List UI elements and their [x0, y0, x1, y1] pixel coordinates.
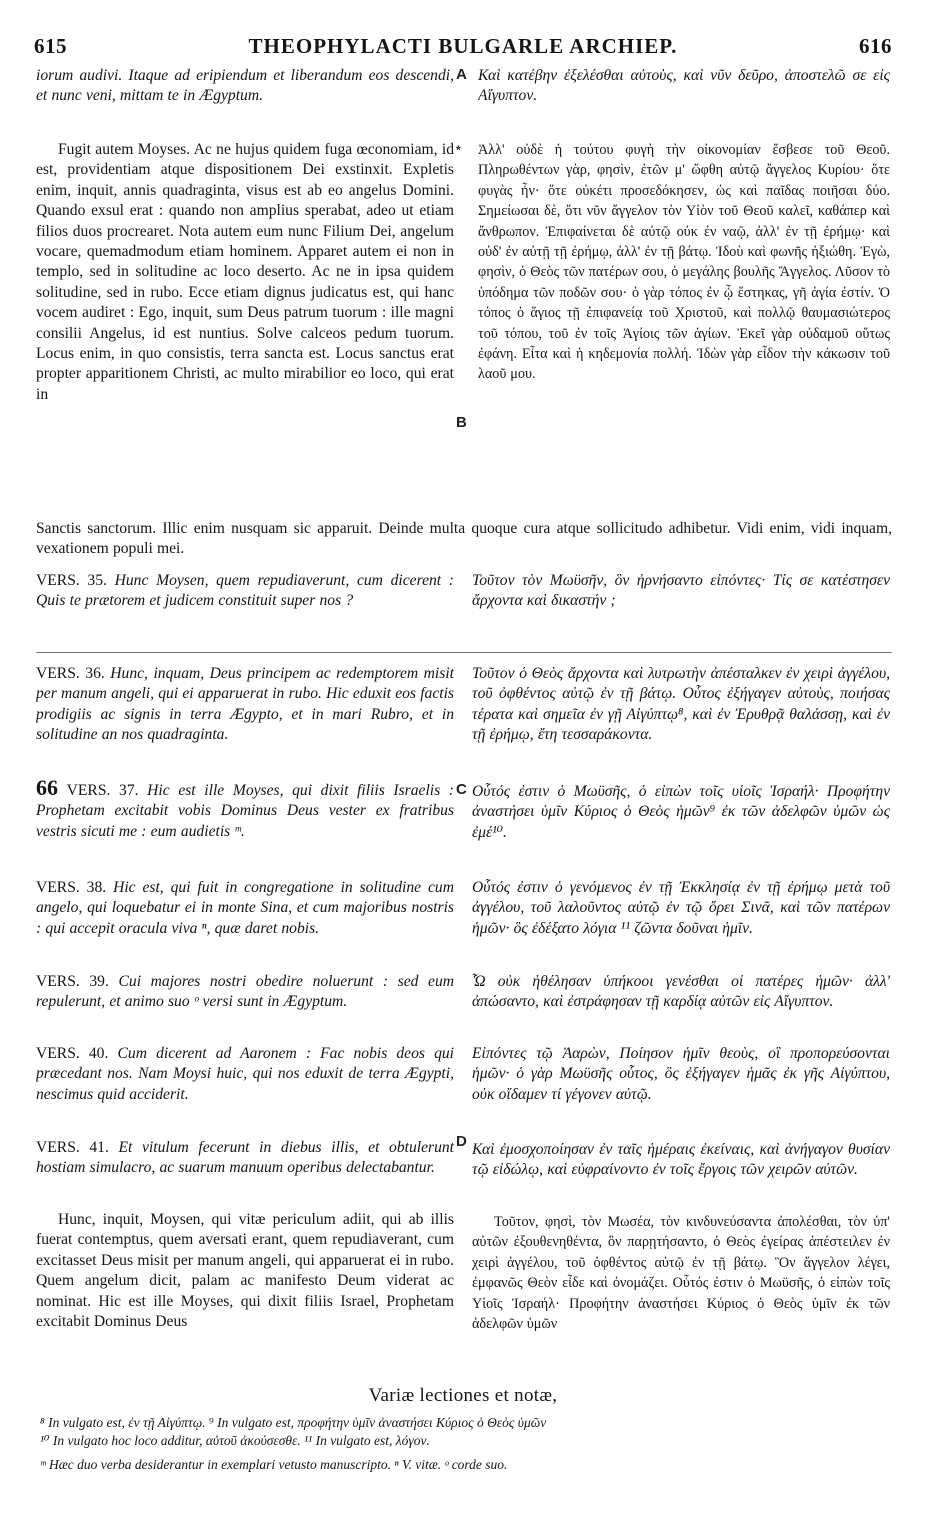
greek-commentary-text: Τοῦτον, φησὶ, τὸν Μωσέα, τὸν κινδυνεύσαντα ἀπολέσθαι, τὸν ὑπ' αὐτῶν ἐξουθενηθέντα, ὃν παρῃτήσαντο, ὁ Θεὸς ἐγείρας ἀπέστειλεν ἐν χειρὶ ἀγγέλου, τοῦ ὀφθέντος αὐτῷ ἐν τῇ βάτῳ. Ὃν ἄγγελον λέγει, ἐμφανῶς Θεὸν εἶδε καὶ ὀνομάζει. Οὗτός ἐστιν ὁ Μωϋσῆς, ὁ εἰπὼν τοῖς Υἱοῖς Ἰσραήλ· Προφήτην ἀναστήσει Κύριος ὁ Θεὸς ὑμῖν ἐκ τῶν ἀδελφῶν ὑμῶν: [472, 1214, 890, 1333]
greek-commentary-2: [472, 1212, 890, 1378]
verse-label: VERS. 37.: [66, 782, 139, 799]
margin-marker-d: D: [456, 1133, 467, 1150]
running-header: [34, 34, 892, 64]
footnote-line: ⁸ In vulgato est, ἐν τῇ Αἰγύπτῳ. ⁹ In vulgato est, προφήτην ὑμῖν ἀναστήσει Κύριος ὁ Θεὸς ὑμῶν: [40, 1415, 547, 1430]
verse-37-greek: [472, 782, 890, 848]
verse-39-latin: [36, 972, 454, 1038]
verse-text: Et vitulum fecerunt in diebus illis, et obtulerunt hostiam simulacro, ac suarum manuum operibus delectabantur.: [36, 1139, 454, 1177]
verse-label: VERS. 39.: [36, 973, 109, 990]
verse-41-latin: [36, 1138, 454, 1204]
latin-column-commentary: [36, 140, 454, 518]
page-number-left: 615: [34, 34, 67, 58]
verse-text: Hic est ille Moyses, qui dixit filiis Israelis : Prophetam excitabit vobis Dominus Deus vester ex fratribus vestris sicuti me : eum audietis ᵐ.: [36, 782, 454, 840]
verse-38-latin: [36, 878, 454, 964]
margin-marker-c: C: [456, 781, 467, 798]
latin-text: iorum audivi. Itaque ad eripiendum et liberandum eos descendi, et nunc veni, mittam te in Ægyptum.: [36, 67, 454, 105]
verse-text-greek: Τοῦτον τὸν Μωϋσῆν, ὃν ἠρνήσαντο εἰπόντες· Τίς σε κατέστησεν ἄρχοντα καὶ δικαστήν ;: [472, 572, 890, 610]
verse-40-greek: [472, 1044, 890, 1132]
greek-commentary-text: Ἀλλ' οὐδὲ ἡ τούτου φυγὴ τὴν οἰκονομίαν ἔσβεσε τοῦ Θεοῦ. Πληρωθέντων γὰρ, φησὶν, ἐτῶν μ' ὤφθη αὐτῷ ἄγγελος Κυρίου· ὅτε φυγὰς ἦν· ὅτε οὐκέτι προσεδόκησεν, ὡς καὶ παῖδας ποιῆσαι δύο. Σημείωσαι δὲ, ὅτι νῦν ἄγγελον τὸν Υἱὸν τοῦ Θεοῦ καλεῖ, καθάπερ καὶ ἄνθρωπον. Ἐπιφαίνεται δὲ αὐτῷ οὐκ ἐν ναῷ, ἀλλ' ἐν τῇ ἐρήμῳ· καὶ οὐδ' ἐν αὐτῇ τῇ ἐρήμῳ, ἀλλ' ἐν τῇ βάτῳ. Ἰδοὺ καὶ φωνῆς ἠξιώθη. Ἐγὼ, φησὶν, ὁ Θεὸς τῶν πατέρων σου, ὁ μεγάλης βουλῆς Ἄγγελος. Λῦσον τὸ ὑπόδημα τῶν ποδῶν σου· ὁ γὰρ τόπος ἐν ᾧ ἕστηκας, γῆ ἁγία ἐστίν. Ὁ τόπος ὁ ἅγιος τῇ ἐπιφανείᾳ τοῦ Χριστοῦ, καὶ πολλῷ θαυμασιώτερος τοῦ τόπου, τοῦ ἐν τοῖς Ἁγίοις τῶν ἁγίων. Ἐκεῖ γὰρ οὐδαμοῦ οὕτως ἐφάνη. Εἶτα καὶ ἡ κηδεμονία πολλή. Ἰδὼν γὰρ εἶδον τὴν κάκωσιν τοῦ λαοῦ μου.: [478, 142, 890, 383]
full-width-continuation: [36, 519, 892, 563]
verse-text: Cui majores nostri obedire noluerunt : sed eum repulerunt, et animo suo ᵒ versi sunt in Ægyptum.: [36, 973, 454, 1011]
greek-column-block-1: [478, 66, 890, 110]
page-number-right: 616: [859, 34, 892, 58]
verse-text-greek: Εἰπόντες τῷ Ἀαρὼν, Ποίησον ἡμῖν θεοὺς, οἳ προπορεύσονται ἡμῶν· ὁ γὰρ Μωϋσῆς οὗτος, ὃς ἐξήγαγεν ἡμᾶς ἐκ γῆς Αἰγύπτου, οὐκ οἴδαμεν τί γέγονεν αὐτῷ.: [472, 1045, 890, 1103]
verse-label: VERS. 38.: [36, 879, 107, 896]
latin-column-block-1: [36, 66, 454, 130]
verse-label: VERS. 40.: [36, 1045, 109, 1062]
verse-38-greek: [472, 878, 890, 964]
verse-text-greek: Οὗτός ἐστιν ὁ Μωϋσῆς, ὁ εἰπὼν τοῖς υἱοῖς Ἰσραήλ· Προφήτην ἀναστήσει ὑμῖν Κύριος ὁ Θεὸς ἡμῶν⁹ ἐκ τῶν ἀδελφῶν ὑμῶν ὡς ἐμέ¹⁰.: [472, 783, 890, 841]
verse-36-latin: [36, 664, 454, 774]
verse-36-greek: [472, 664, 890, 774]
margin-marker-a: A: [456, 66, 467, 83]
verse-35-latin: [36, 571, 454, 637]
verse-41-greek: [472, 1140, 890, 1206]
verse-label: VERS. 35.: [36, 572, 107, 589]
verse-text: Hunc Moysen, quem repudiaverunt, cum dicerent : Quis te prætorem et judicem constituit super nos ?: [36, 572, 454, 610]
continuation-text: Sanctis sanctorum. Illic enim nusquam sic apparuit. Deinde multa quoque cura atque sollicitudo adhibetur. Vidi enim, vidi inquam, vexationem populi mei.: [36, 520, 892, 558]
running-title: THEOPHYLACTI BULGARLE ARCHIEP.: [248, 34, 678, 58]
latin-commentary-text: Hunc, inquit, Moysen, qui vitæ periculum adiit, qui ab illis fuerat contemptus, quem aversati erant, quem repudiaverant, cum excitasset Deus misit per manum angeli, qui apparuerat ei in rubo. Quem angelum dicit, palam ac manifesto Deum viderat ac nominat. Hic est ille Moyses, qui dixit filiis Israel, Prophetam excitabit Dominus Deus: [36, 1211, 454, 1331]
verse-text: Hunc, inquam, Deus principem ac redemptorem misit per manum angeli, qui ei apparuerat in rubo. Hic eduxit eos factis prodigiis ac signis in terra Ægypto, et in mari Rubro, et in solitudine an nos quadraginta.: [36, 665, 454, 744]
verse-40-latin: [36, 1044, 454, 1132]
verse-35-greek: [472, 571, 890, 615]
verse-text: Hic est, qui fuit in congregatione in solitudine cum angelo, qui loquebatur ei in monte Sina, et cum majoribus nostris : qui accepit oracula viva ⁿ, quæ daret nobis.: [36, 879, 454, 937]
section-divider: [36, 652, 892, 653]
verse-text-greek: Τοῦτον ὁ Θεὸς ἄρχοντα καὶ λυτρωτὴν ἀπέσταλκεν ἐν χειρὶ ἀγγέλου, τοῦ ὀφθέντος αὐτῷ ἐν τῇ βάτῳ. Οὗτος ἐξήγαγεν αὐτοὺς, ποιήσας τέρατα καὶ σημεῖα ἐν γῇ Αἰγύπτῳ⁸, καὶ ἐν Ἐρυθρᾷ θαλάσσῃ, καὶ ἐν τῇ ἐρήμῳ, ἔτη τεσσαράκοντα.: [472, 665, 890, 744]
verse-text-greek: Ὧ οὐκ ἠθέλησαν ὑπήκοοι γενέσθαι οἱ πατέρες ἡμῶν· ἀλλ' ἀπώσαντο, καὶ ἐστράφησαν τῇ καρδίᾳ αὐτῶν εἰς Αἴγυπτον.: [472, 973, 890, 1011]
verse-text-greek: Οὗτός ἐστιν ὁ γενόμενος ἐν τῇ Ἐκκλησίᾳ ἐν τῇ ἐρήμῳ μετὰ τοῦ ἀγγέλου, τοῦ λαλοῦντος αὐτῷ ἐν τῷ ὄρει Σινᾶ, καὶ τῶν πατέρων ἡμῶν· ὃς ἐδέξατο λόγια ¹¹ ζῶντα δοῦναι ἡμῖν.: [472, 879, 890, 937]
latin-commentary-2: [36, 1210, 454, 1378]
verse-text: Cum dicerent ad Aaronem : Fac nobis deos qui præcedant nos. Nam Moysi huic, qui nos eduxit de terra Ægypti, nescimus quid acciderit.: [36, 1045, 454, 1103]
footnote-line: ¹⁰ In vulgato hoc loco additur, αὐτοῦ ἀκούσεσθε. ¹¹ In vulgato est, λόγον.: [40, 1433, 430, 1448]
latin-commentary-text: Fugit autem Moyses. Ac ne hujus quidem fuga œconomiam, id est, providentiam atque dispositionem Dei exstinxit. Expletis enim, inquit, annis quadraginta, visus est ab eo angelus Domini. Quando exsul erat : quando non amplius sperabat, adeo ut etiam filios duos procrearet. Nota autem eum nunc Filium Dei, angelum vocare, quemadmodum etiam hominem. Apparet autem ei non in templo, sed in solitudine ac loco deserto. Ac ne in ipsa quidem solitudine, sed in rubo. Ecce etiam dignus judicatus est, qui hanc vocem audiret : Ego, inquit, sum Deus patrum tuorum : ille magni consilii Angelus, id est nuntius. Solve calceos pedum tuorum. Locus enim, in quo consistis, terra sancta est. Locus sanctus erat propter apparitionem Christi, ac multo mirabilior eo loco, qui erat in: [36, 141, 454, 403]
section-number: 66: [36, 778, 58, 800]
margin-marker-star: *: [456, 143, 461, 157]
footnote-line: ᵐ Hæc duo verba desiderantur in exemplari vetusto manuscripto. ⁿ V. vitæ. ᵒ corde suo.: [40, 1457, 508, 1472]
greek-column-commentary: [478, 140, 890, 518]
verse-text-greek: Καὶ ἐμοσχοποίησαν ἐν ταῖς ἡμέραις ἐκείναις, καὶ ἀνήγαγον θυσίαν τῷ εἰδώλῳ, καὶ εὐφραίνοντο ἐν τοῖς ἔργοις τῶν χειρῶν αὐτῶν.: [472, 1141, 890, 1179]
verse-37-latin: [36, 778, 454, 864]
verse-label: VERS. 41.: [36, 1139, 109, 1156]
greek-text: Καὶ κατέβην ἐξελέσθαι αὐτοὺς, καὶ νῦν δεῦρο, ἀποστελῶ σε εἰς Αἴγυπτον.: [478, 67, 890, 105]
margin-marker-b: B: [456, 414, 467, 431]
verse-39-greek: [472, 972, 890, 1038]
verse-label: VERS. 36.: [36, 665, 105, 682]
notes-title: Variæ lectiones et notæ,: [368, 1385, 558, 1406]
